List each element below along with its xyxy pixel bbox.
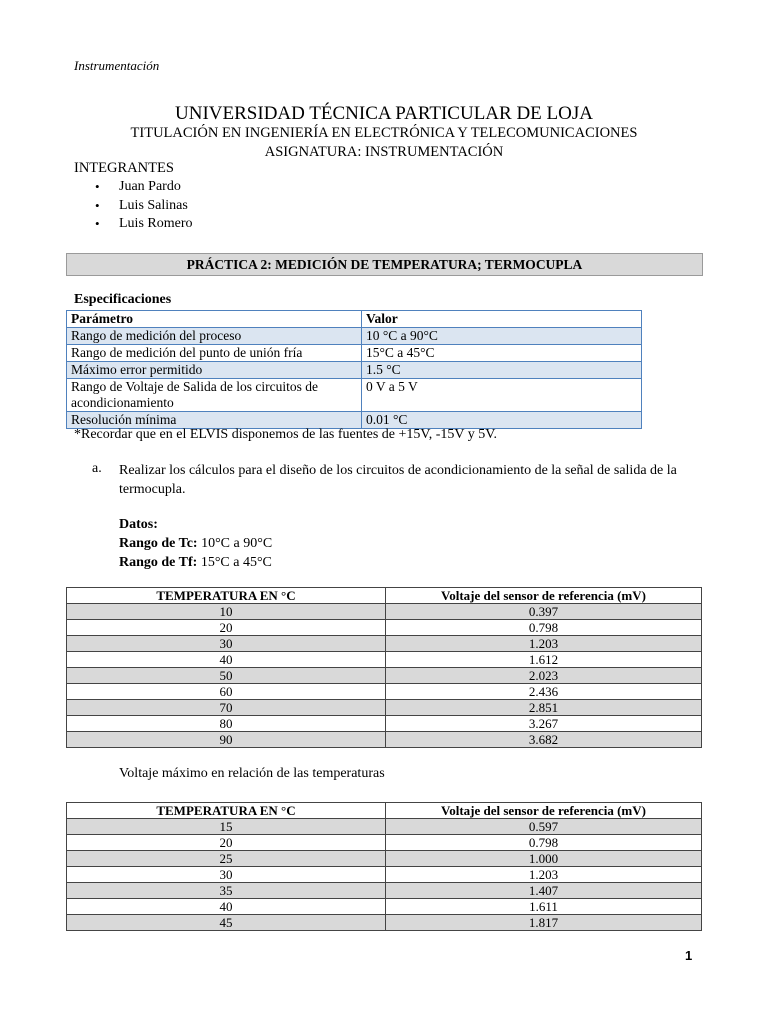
list-marker: a. bbox=[92, 461, 102, 476]
table-cell: 15 bbox=[67, 819, 386, 835]
table-row bbox=[67, 684, 702, 700]
table-row bbox=[67, 732, 702, 748]
table-cell: 2.851 bbox=[386, 700, 702, 716]
table-cell: 0 V a 5 V bbox=[362, 379, 642, 412]
subject-title: ASIGNATURA: INSTRUMENTACIÓN bbox=[264, 144, 504, 160]
table-row bbox=[67, 716, 702, 732]
table-row bbox=[67, 915, 702, 931]
members-list bbox=[74, 178, 193, 234]
table-cell: 1.611 bbox=[386, 899, 702, 915]
table-cell: 20 bbox=[67, 620, 386, 636]
column-header: Voltaje del sensor de referencia (mV) bbox=[386, 803, 702, 819]
cold-junction-voltage-table bbox=[66, 802, 702, 931]
table-cell: 3.267 bbox=[386, 716, 702, 732]
table-row bbox=[67, 328, 642, 345]
table-row bbox=[67, 819, 702, 835]
table-cell: 10 °C a 90°C bbox=[362, 328, 642, 345]
table-header-row bbox=[67, 588, 702, 604]
table-cell: 35 bbox=[67, 883, 386, 899]
table-cell: 2.023 bbox=[386, 668, 702, 684]
table-row bbox=[67, 362, 642, 379]
column-header: TEMPERATURA EN °C bbox=[67, 803, 386, 819]
elvis-note: *Recordar que en el ELVIS disponemos de las fuentes de +15V, -15V y 5V. bbox=[74, 427, 498, 442]
table-cell: 40 bbox=[67, 652, 386, 668]
tf-value: 15°C a 45°C bbox=[197, 555, 272, 570]
table-cell: Resolución mínima bbox=[67, 412, 362, 429]
table-row bbox=[67, 652, 702, 668]
table-row bbox=[67, 379, 642, 412]
table-row bbox=[67, 668, 702, 684]
table-cell: 15°C a 45°C bbox=[362, 345, 642, 362]
column-header: Valor bbox=[362, 311, 642, 328]
table-row bbox=[67, 700, 702, 716]
university-title: UNIVERSIDAD TÉCNICA PARTICULAR DE LOJA bbox=[175, 103, 593, 124]
tc-value: 10°C a 90°C bbox=[197, 536, 273, 551]
tc-label: Rango de Tc: bbox=[119, 536, 198, 551]
table-cell: 30 bbox=[67, 867, 386, 883]
table-cell: Rango de Voltaje de Salida de los circuitos de acondicionamiento bbox=[67, 379, 362, 412]
table-cell: 70 bbox=[67, 700, 386, 716]
table-cell: 1.612 bbox=[386, 652, 702, 668]
table-cell: 30 bbox=[67, 636, 386, 652]
table-cell: 0.597 bbox=[386, 819, 702, 835]
table-cell: Rango de medición del punto de unión fría bbox=[67, 345, 362, 362]
table-cell: 0.397 bbox=[386, 604, 702, 620]
tf-label: Rango de Tf: bbox=[119, 555, 198, 570]
table-row bbox=[67, 883, 702, 899]
datos-label: Datos: bbox=[119, 517, 158, 532]
table-cell: Rango de medición del proceso bbox=[67, 328, 362, 345]
degree-title: TITULACIÓN EN INGENIERÍA EN ELECTRÓNICA Y TELECOMUNICACIONES bbox=[130, 125, 638, 141]
column-header: Voltaje del sensor de referencia (mV) bbox=[386, 588, 702, 604]
vmax-caption: Voltaje máximo en relación de las temperaturas bbox=[119, 766, 385, 781]
page-number: 1 bbox=[685, 948, 693, 963]
table-cell: 1.203 bbox=[386, 636, 702, 652]
list-item: • Luis Salinas bbox=[74, 197, 193, 216]
temperature-voltage-table bbox=[66, 587, 702, 748]
table-row bbox=[67, 851, 702, 867]
table-cell: 20 bbox=[67, 835, 386, 851]
column-header: Parámetro bbox=[67, 311, 362, 328]
table-cell: 90 bbox=[67, 732, 386, 748]
table-row bbox=[67, 620, 702, 636]
integrantes-label: INTEGRANTES bbox=[74, 160, 174, 176]
table-row bbox=[67, 835, 702, 851]
table-cell: 2.436 bbox=[386, 684, 702, 700]
specs-table bbox=[66, 310, 642, 429]
table-cell: 10 bbox=[67, 604, 386, 620]
table-cell: 1.203 bbox=[386, 867, 702, 883]
table-cell: 0.01 °C bbox=[362, 412, 642, 429]
table-cell: 40 bbox=[67, 899, 386, 915]
table-cell: 25 bbox=[67, 851, 386, 867]
table-row bbox=[67, 345, 642, 362]
table-row bbox=[67, 636, 702, 652]
table-cell: 1.000 bbox=[386, 851, 702, 867]
table-header-row bbox=[67, 803, 702, 819]
item-a-text: Realizar los cálculos para el diseño de los circuitos de acondicionamiento de la señal de salida de la termocupla. bbox=[119, 463, 677, 497]
table-cell: 1.5 °C bbox=[362, 362, 642, 379]
table-cell: 1.407 bbox=[386, 883, 702, 899]
list-item: • Luis Romero bbox=[74, 215, 193, 234]
table-cell: 1.817 bbox=[386, 915, 702, 931]
table-cell: 80 bbox=[67, 716, 386, 732]
table-cell: 0.798 bbox=[386, 620, 702, 636]
table-cell: 50 bbox=[67, 668, 386, 684]
table-row bbox=[67, 604, 702, 620]
table-cell: 60 bbox=[67, 684, 386, 700]
table-cell: Máximo error permitido bbox=[67, 362, 362, 379]
table-cell: 0.798 bbox=[386, 835, 702, 851]
table-row bbox=[67, 899, 702, 915]
specs-heading: Especificaciones bbox=[74, 292, 172, 307]
table-cell: 45 bbox=[67, 915, 386, 931]
practice-title: PRÁCTICA 2: MEDICIÓN DE TEMPERATURA; TERMOCUPLA bbox=[66, 253, 703, 276]
running-header: Instrumentación bbox=[74, 58, 160, 73]
column-header: TEMPERATURA EN °C bbox=[67, 588, 386, 604]
datos-block bbox=[119, 515, 272, 572]
table-cell: 3.682 bbox=[386, 732, 702, 748]
table-row bbox=[67, 412, 642, 429]
table-row bbox=[67, 867, 702, 883]
list-item: • Juan Pardo bbox=[74, 178, 193, 197]
table-header-row bbox=[67, 311, 642, 328]
